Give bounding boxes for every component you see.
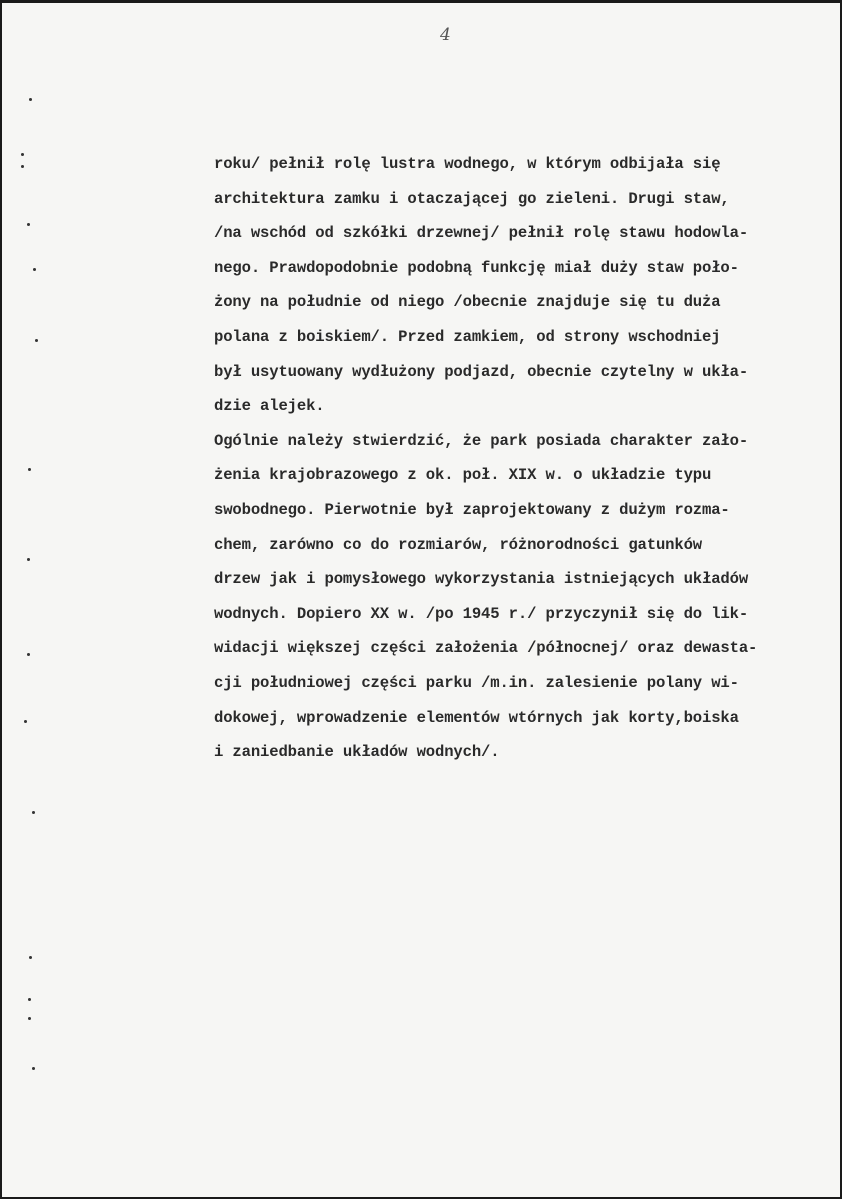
text-line: cji południowej części parku /m.in. zalesienie polany wi- [214,673,739,692]
scan-speck [28,468,31,471]
text-line: dokowej, wprowadzenie elementów wtórnych jak korty,boiska [214,708,739,727]
scan-speck [21,153,24,156]
text-line: był usytuowany wydłużony podjazd, obecnie czytelny w ukła- [214,362,749,381]
scan-speck [32,811,35,814]
text-line: i zaniedbanie układów wodnych/. [214,743,500,762]
text-line: nego. Prawdopodobnie podobną funkcję miał duży staw poło- [214,258,739,277]
text-line: widacji większej części założenia /północnej/ oraz dewasta- [214,639,758,658]
scan-speck [29,98,32,101]
scan-speck [27,653,30,656]
text-line: polana z boiskiem/. Przed zamkiem, od strony wschodniej [214,327,721,346]
page-number: 4 [440,25,451,45]
scan-speck [28,1017,31,1020]
text-line: architektura zamku i otaczającej go zieleni. Drugi staw, [214,189,730,208]
text-line: żenia krajobrazowego z ok. poł. XIX w. o układzie typu [214,466,712,485]
scan-speck [28,998,31,1001]
text-line: roku/ pełnił rolę lustra wodnego, w którym odbijała się [214,155,721,173]
scan-speck [33,268,36,271]
scan-speck [29,956,32,959]
text-line: dzie alejek. [214,397,325,416]
scan-speck [27,558,30,561]
scan-speck [35,339,38,342]
scan-speck [21,165,24,168]
text-line: /na wschód od szkółki drzewnej/ pełnił rolę stawu hodowla- [214,224,749,243]
body-text [214,147,842,770]
text-line: żony na południe od niego /obecnie znajduje się tu duża [214,293,721,312]
text-line: swobodnego. Pierwotnie był zaprojektowany z dużym rozma- [214,500,730,519]
scan-speck [27,223,30,226]
text-line: drzew jak i pomysłowego wykorzystania istniejących układów [214,570,749,589]
document-page [2,3,840,1197]
text-line: chem, zarówno co do rozmiarów, różnorodności gatunków [214,535,703,554]
scan-speck [32,1067,35,1070]
text-line: wodnych. Dopiero XX w. /po 1945 r./ przyczynił się do lik- [214,604,749,623]
scan-speck [24,720,27,723]
text-line: Ogólnie należy stwierdzić, że park posiada charakter zało- [214,431,749,450]
